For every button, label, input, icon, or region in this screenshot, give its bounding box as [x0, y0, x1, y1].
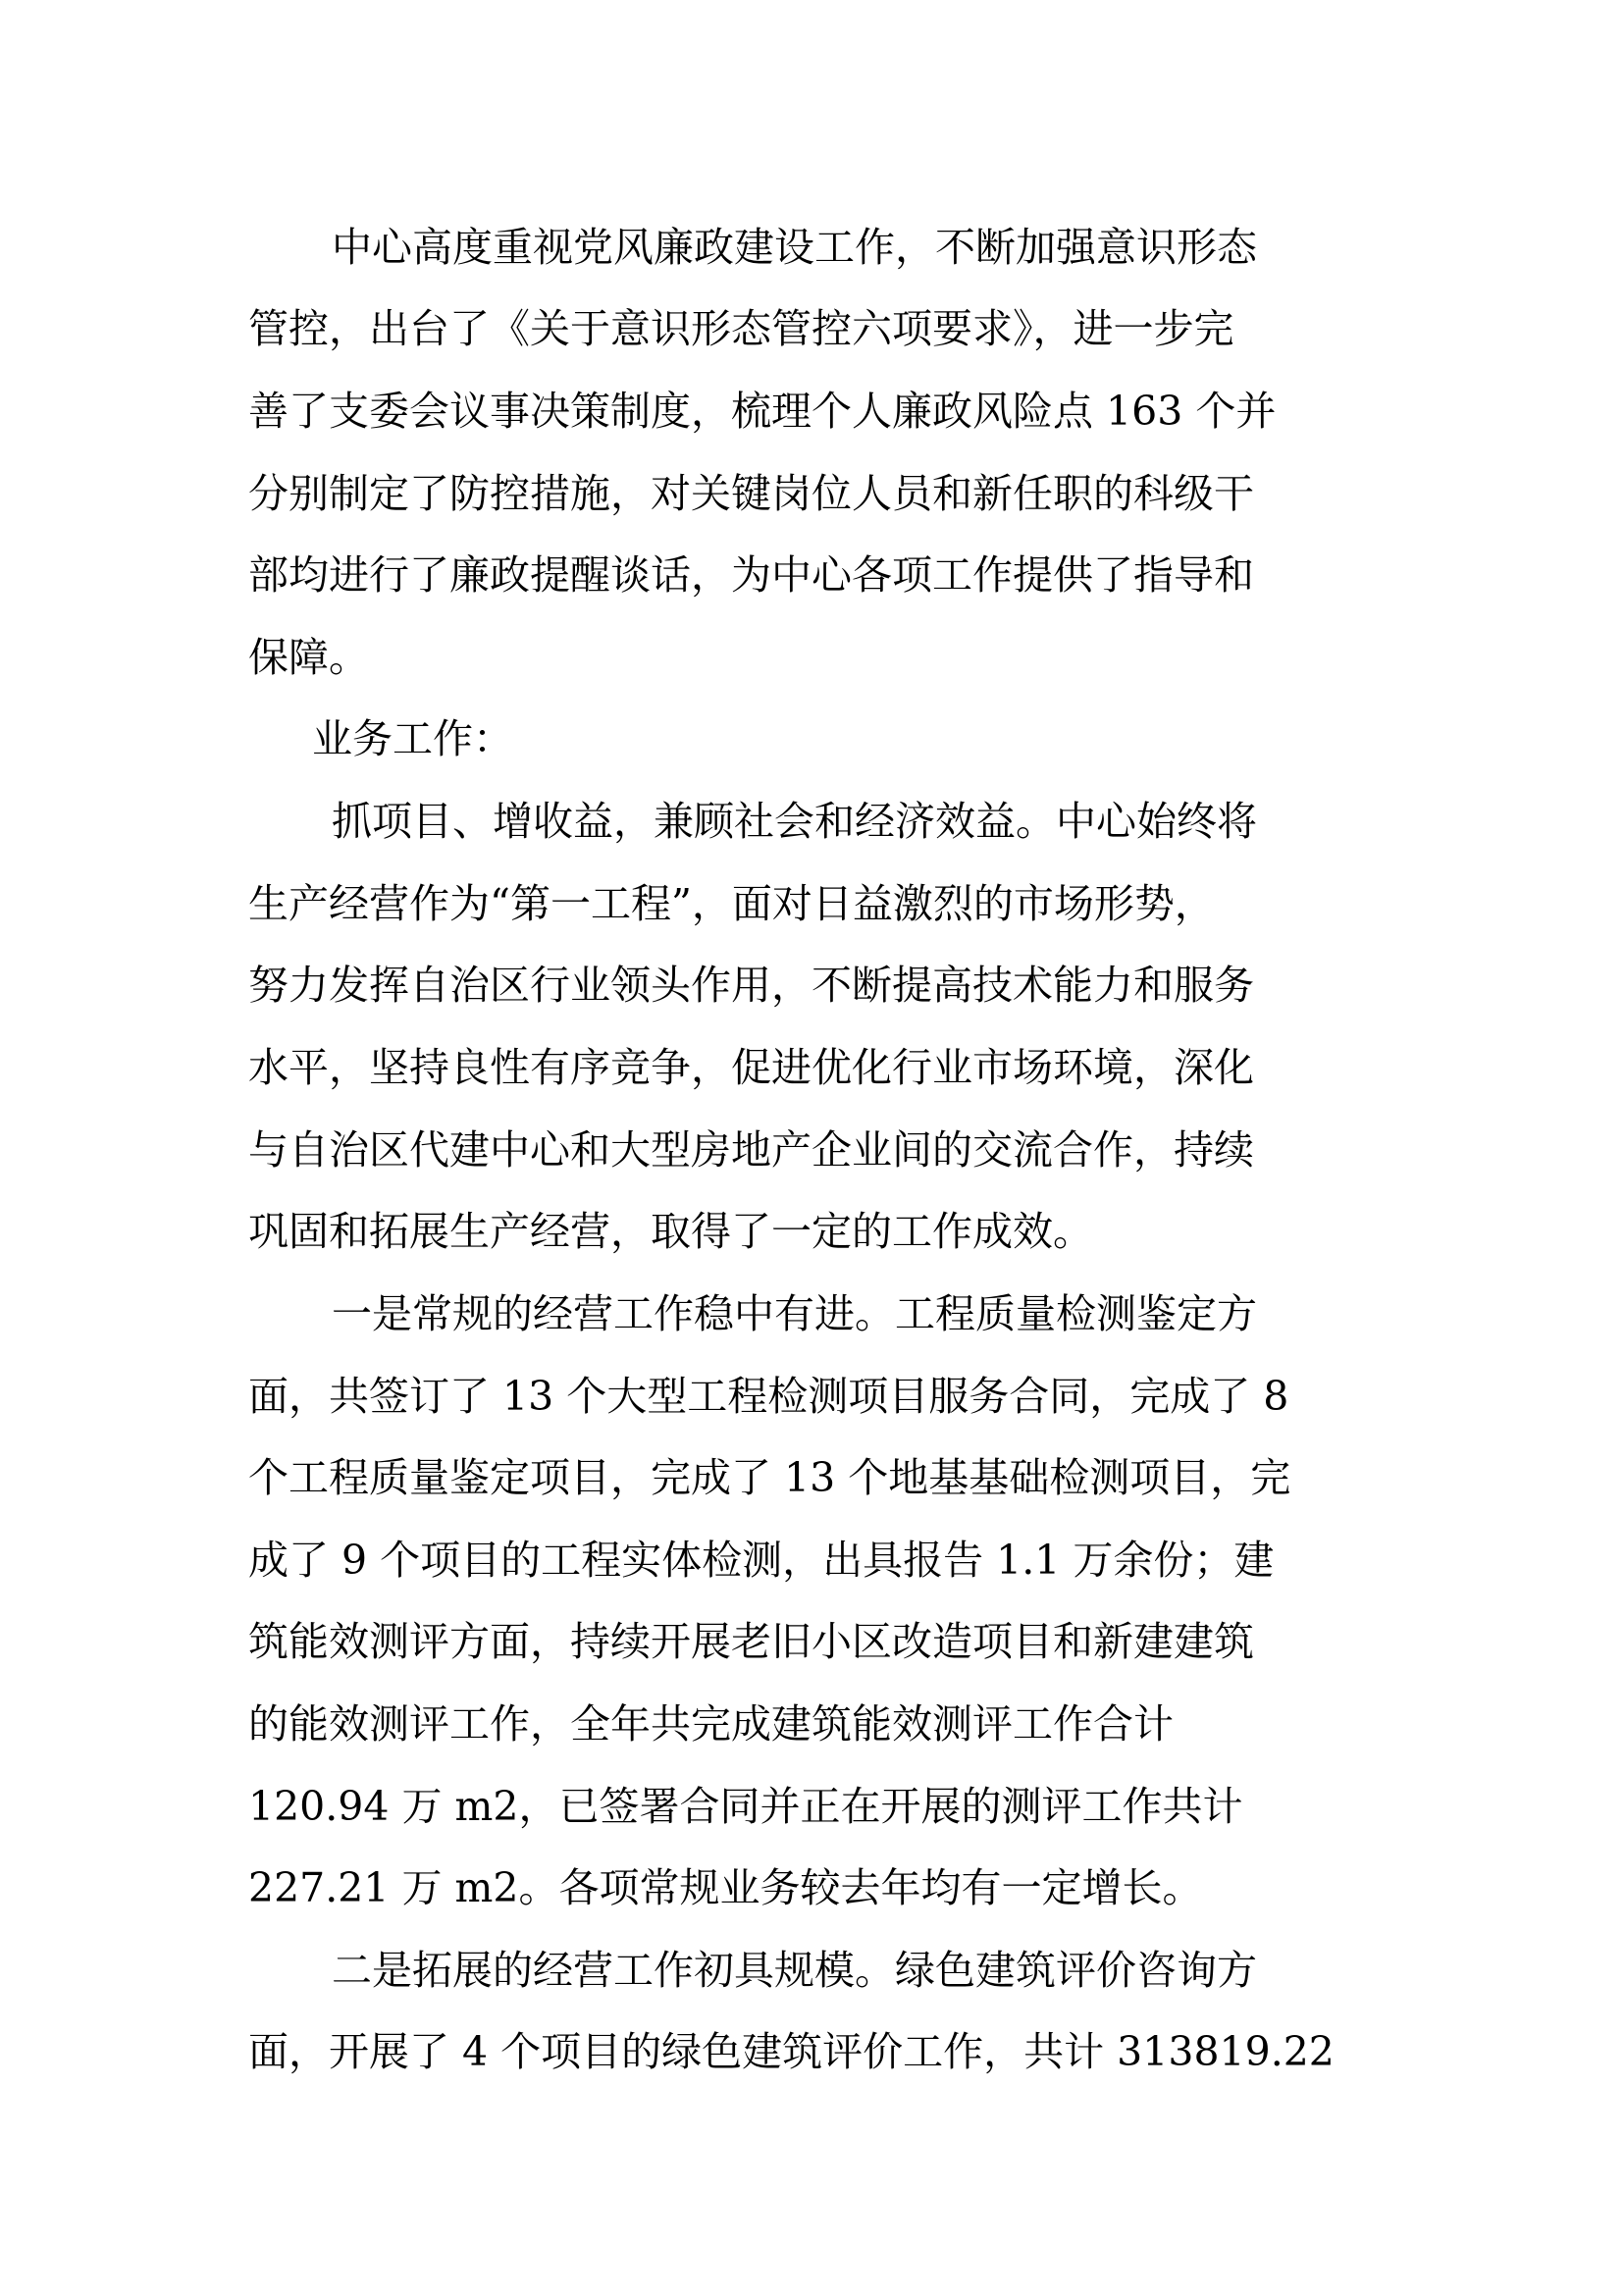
- paragraph-1-line-1: 中心高度重视党风廉政建设工作，不断加强意识形态: [332, 224, 1257, 271]
- paragraph-2-line-4: 水平，坚持良性有序竞争，促进优化行业市场环境，深化: [248, 1044, 1254, 1091]
- paragraph-3-line-1: 一是常规的经营工作稳中有进。工程质量检测鉴定方: [332, 1290, 1257, 1337]
- paragraph-1-line-2: 管控，出台了《关于意识形态管控六项要求》，进一步完: [248, 305, 1234, 352]
- paragraph-3-line-5: 筑能效测评方面，持续开展老旧小区改造项目和新建建筑: [248, 1618, 1254, 1665]
- paragraph-3-line-4: 成了 9 个项目的工程实体检测，出具报告 1.1 万余份；建: [248, 1537, 1275, 1584]
- paragraph-2-line-3: 努力发挥自治区行业领头作用，不断提高技术能力和服务: [248, 962, 1254, 1009]
- paragraph-2-line-1: 抓项目、增收益，兼顾社会和经济效益。中心始终将: [332, 798, 1257, 845]
- paragraph-3-line-3: 个工程质量鉴定项目，完成了 13 个地基基础检测项目，完: [248, 1454, 1291, 1501]
- paragraph-4-line-1: 二是拓展的经营工作初具规模。绿色建筑评价咨询方: [332, 1947, 1257, 1994]
- paragraph-1-line-5: 部均进行了廉政提醒谈话，为中心各项工作提供了指导和: [248, 551, 1254, 599]
- paragraph-1-line-3: 善了支委会议事决策制度，梳理个人廉政风险点 163 个并: [248, 388, 1277, 435]
- paragraph-2-line-6: 巩固和拓展生产经营，取得了一定的工作成效。: [248, 1208, 1093, 1255]
- paragraph-1-line-4: 分别制定了防控措施，对关键岗位人员和新任职的科级干: [248, 470, 1254, 517]
- section-heading-business: 业务工作：: [312, 715, 513, 762]
- paragraph-1-line-6: 保障。: [248, 634, 369, 681]
- paragraph-4-line-2: 面，开展了 4 个项目的绿色建筑评价工作，共计 313819.22: [248, 2028, 1335, 2075]
- paragraph-3-line-8: 227.21 万 m2。各项常规业务较去年均有一定增长。: [248, 1864, 1203, 1911]
- paragraph-3-line-6: 的能效测评工作，全年共完成建筑能效测评工作合计: [248, 1700, 1174, 1748]
- paragraph-3-line-2: 面，共签订了 13 个大型工程检测项目服务合同，完成了 8: [248, 1373, 1289, 1420]
- paragraph-2-line-5: 与自治区代建中心和大型房地产企业间的交流合作，持续: [248, 1126, 1254, 1174]
- paragraph-2-line-2: 生产经营作为“第一工程”，面对日益激烈的市场形势，: [248, 880, 1215, 927]
- paragraph-3-line-7: 120.94 万 m2，已签署合同并正在开展的测评工作共计: [248, 1783, 1243, 1830]
